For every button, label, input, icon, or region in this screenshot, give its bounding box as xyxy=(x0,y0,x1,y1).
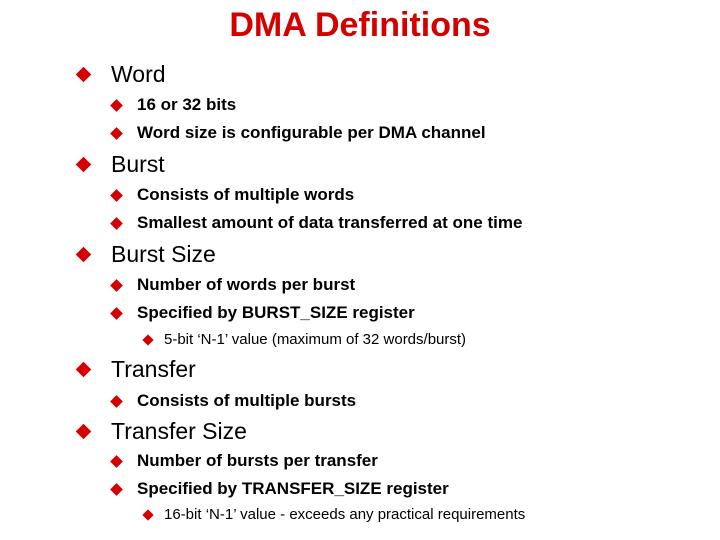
bullet-text: Burst xyxy=(111,151,165,177)
diamond-bullet-icon xyxy=(110,455,123,468)
slide-title: DMA Definitions xyxy=(229,6,491,44)
sub-bullet-item xyxy=(112,479,449,499)
diamond-bullet-icon xyxy=(110,279,123,292)
bullet-text: 5-bit ‘N-1’ value (maximum of 32 words/burst) xyxy=(164,331,467,348)
bullet-item-burst xyxy=(78,151,165,178)
bullet-item-transfer-size xyxy=(78,418,247,445)
bullet-text: Specified by TRANSFER_SIZE register xyxy=(137,479,449,498)
bullet-text: Specified by BURST_SIZE register xyxy=(137,303,415,322)
sub-bullet-item xyxy=(112,123,486,143)
bullet-text: Burst Size xyxy=(111,241,216,267)
sub-bullet-item xyxy=(112,391,356,411)
bullet-text: Word size is configurable per DMA channel xyxy=(137,123,486,142)
diamond-bullet-icon xyxy=(110,483,123,496)
bullet-item-transfer xyxy=(78,356,196,383)
diamond-bullet-icon xyxy=(110,395,123,408)
bullet-text: Word xyxy=(111,61,166,87)
diamond-bullet-icon xyxy=(76,247,92,263)
diamond-bullet-icon xyxy=(142,509,153,520)
bullet-text: Transfer Size xyxy=(111,418,247,444)
bullet-text: Consists of multiple bursts xyxy=(137,391,357,410)
sub-bullet-item xyxy=(112,275,355,295)
diamond-bullet-icon xyxy=(142,334,153,345)
diamond-bullet-icon xyxy=(76,67,92,83)
diamond-bullet-icon xyxy=(110,307,123,320)
sub-bullet-item xyxy=(112,303,415,323)
diamond-bullet-icon xyxy=(110,217,123,230)
bullet-text: Consists of multiple words xyxy=(137,185,355,204)
diamond-bullet-icon xyxy=(110,127,123,140)
bullet-text: Transfer xyxy=(111,356,196,382)
sub-bullet-item xyxy=(112,213,522,233)
bullet-text: Number of words per burst xyxy=(137,275,356,294)
diamond-bullet-icon xyxy=(110,99,123,112)
bullet-text: 16-bit ‘N-1’ value - exceeds any practical requirements xyxy=(164,506,526,523)
sub-sub-bullet-item xyxy=(144,506,525,523)
diamond-bullet-icon xyxy=(76,424,92,440)
sub-bullet-item xyxy=(112,95,236,115)
diamond-bullet-icon xyxy=(76,157,92,173)
bullet-item-word xyxy=(78,61,166,88)
sub-bullet-item xyxy=(112,451,378,471)
bullet-item-burst-size xyxy=(78,241,216,268)
sub-bullet-item xyxy=(112,185,354,205)
bullet-text: 16 or 32 bits xyxy=(137,95,237,114)
diamond-bullet-icon xyxy=(110,189,123,202)
diamond-bullet-icon xyxy=(76,362,92,378)
sub-sub-bullet-item xyxy=(144,331,466,348)
bullet-text: Smallest amount of data transferred at one time xyxy=(137,213,523,232)
bullet-text: Number of bursts per transfer xyxy=(137,451,378,470)
